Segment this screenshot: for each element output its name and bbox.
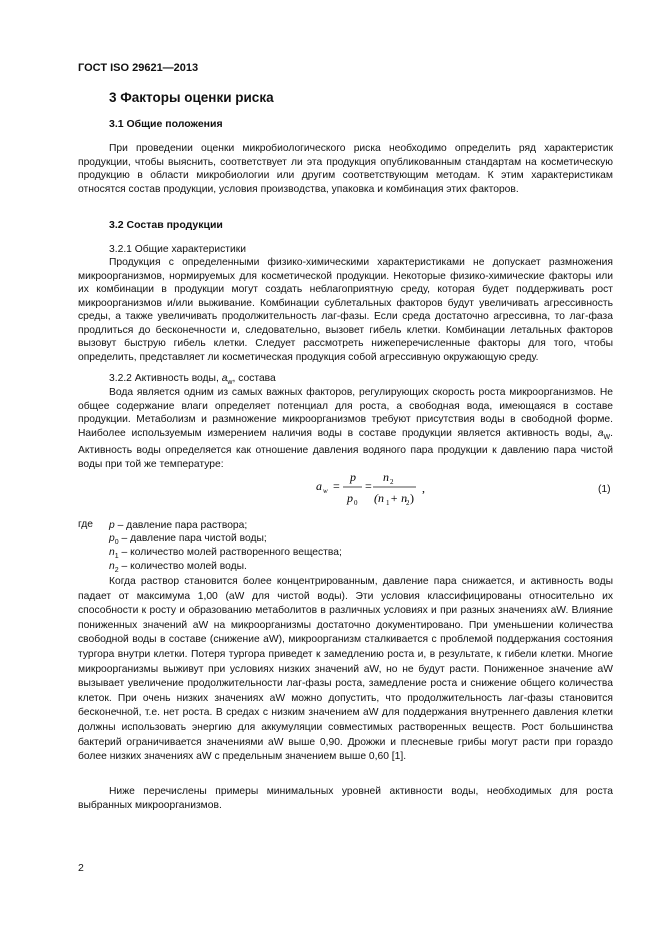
page-number: 2 [78, 862, 84, 874]
svg-text:+ n: + n [390, 491, 408, 505]
formula-denominator-p0: p [347, 491, 353, 505]
paragraph-3-2-1: Продукция с определенными физико-химическими характеристиками не допускает размножения микроорганизмов, нормируемых для косметической продукции. Некоторые физико-химические факторы или их комбинации в продукции могут создать неблагоприятную среду, которая будет поддерживать рост микроорганизмов и/или выживание. Комбинации сублетальных факторов будут увеличивать агрессивность среды, а также увеличивать продолжительность лаг-фазы. Если среда достаточно агрессивна, то лаг-фаза продлиться до бесконечности и, следовательно, вызовет гибель клетки. Комбинации летальных факторов вызовут быструю гибель клетки. Следует рассмотреть нижеперечисленные факторы для того, чтобы определить, представляет ли косметическая продукция собой агрессивную окружающую среду. [78, 257, 613, 363]
aw-symbol: a [597, 427, 604, 439]
svg-text:0: 0 [354, 499, 358, 507]
formula-numerator-n2: n [383, 470, 389, 484]
subsection-3-2-2-heading: 3.2.2 Активность воды, $a_w$, состава [109, 373, 276, 387]
section-heading: 3 Факторы оценки риска [109, 90, 274, 105]
subsection-3-2-1-heading: 3.2.1 Общие характеристики [109, 244, 246, 255]
definition-item: $n_2$ – количество молей воды. [109, 561, 247, 575]
equation-number: (1) [598, 484, 611, 495]
definition-item: p – давление пара раствора; [109, 520, 248, 531]
definition-item: $n_1$ – количество молей растворенного вещества; [109, 547, 342, 561]
svg-text:=: = [333, 479, 340, 493]
paragraph-3-1: При проведении оценки микробиологического риска необходимо определить ряд характеристик продукции, чтобы выяснить, соответствует ли эта продукция опубликованным стандартам на косметическую продукцию в области микробиологии или другим соответствующим методам. К этим характеристикам относятся состав продукции, условия производства, упаковка и комбинация этих факторов. [78, 143, 613, 195]
formula-numerator-p: p [350, 470, 356, 484]
svg-text:=: = [365, 479, 372, 493]
svg-text:,: , [422, 481, 425, 495]
subsection-3-2-heading: 3.2 Состав продукции [109, 219, 223, 231]
svg-text:2: 2 [406, 499, 410, 507]
water-activity-formula [0, 470, 661, 512]
definition-item: $p_0$ – давление пара чистой воды; [109, 533, 267, 547]
svg-text:1: 1 [386, 499, 390, 507]
svg-text:2: 2 [390, 478, 394, 486]
paragraph-3-2-2: Вода является одним из самых важных факторов, регулирующих скорость роста микроорганизмов. Не общее содержание влаги определяет потенциал для роста, а свободная вода, имеющаяся в составе продукции. Метаболизм и размножение микроорганизмов требуют присутствия воды в свободной форме. Наиболее используемым измерением наличия воды в составе продукции является активность воды, $a_W$. Активность воды определяется как отношение давления водяного пара продукции к давлению пара чистой воды при той же температуре: [78, 387, 613, 471]
standard-header: ГОСТ ISO 29621—2013 [78, 62, 199, 74]
subsection-3-1-heading: 3.1 Общие положения [109, 118, 223, 130]
paragraph-concentration: Когда раствор становится более концентрированным, давление пара снижается, и активность воды падает от максимума 1,00 (aW для чистой воды). Эти условия классифицированы относительно их способности к росту и образованию метаболитов в различных условиях и при разных значениях aW. Влияние пониженных значений aW на микроорганизмы достаточно документировано. При уменьшении количества свободной воды в составе (снижение aW), микроорганизм сталкивается с проблемой поддержания состояния тургора внутри клетки. Потеря тургора приведет к замедлению роста и, в результате, к гибели клетки. Многие микроорганизмы выживут при условиях низких значений aW, но не будут расти. Пониженное значение aW вызывает увеличение продолжительности лаг-фазы роста, замедление роста и снижение общего количества клеток. При очень низких значениях aW можно допустить, что продолжительность лаг-фазы становится бесконечной, т.е. нет роста. В средах с низким значением aW для поддержания внутреннего давления клетки должны использовать энергию для аккумуляции совместимых растворенных веществ. Рост большинства бактерий ограничивается значениями aW выше 0,90. Дрожжи и плесневые грибы могут расти при гораздо более низких значениях aW с предельным значением выше 0,60 [1]. [78, 576, 613, 763]
paragraph-examples: Ниже перечислены примеры минимальных уровней активности воды, необходимых для роста выбранных микроорганизмов. [78, 786, 613, 811]
where-label: где [78, 519, 94, 530]
formula-lhs: a [316, 479, 322, 493]
svg-text:w: w [323, 487, 328, 495]
svg-text:): ) [410, 491, 414, 505]
formula-denominator-sum: (n [374, 491, 384, 505]
